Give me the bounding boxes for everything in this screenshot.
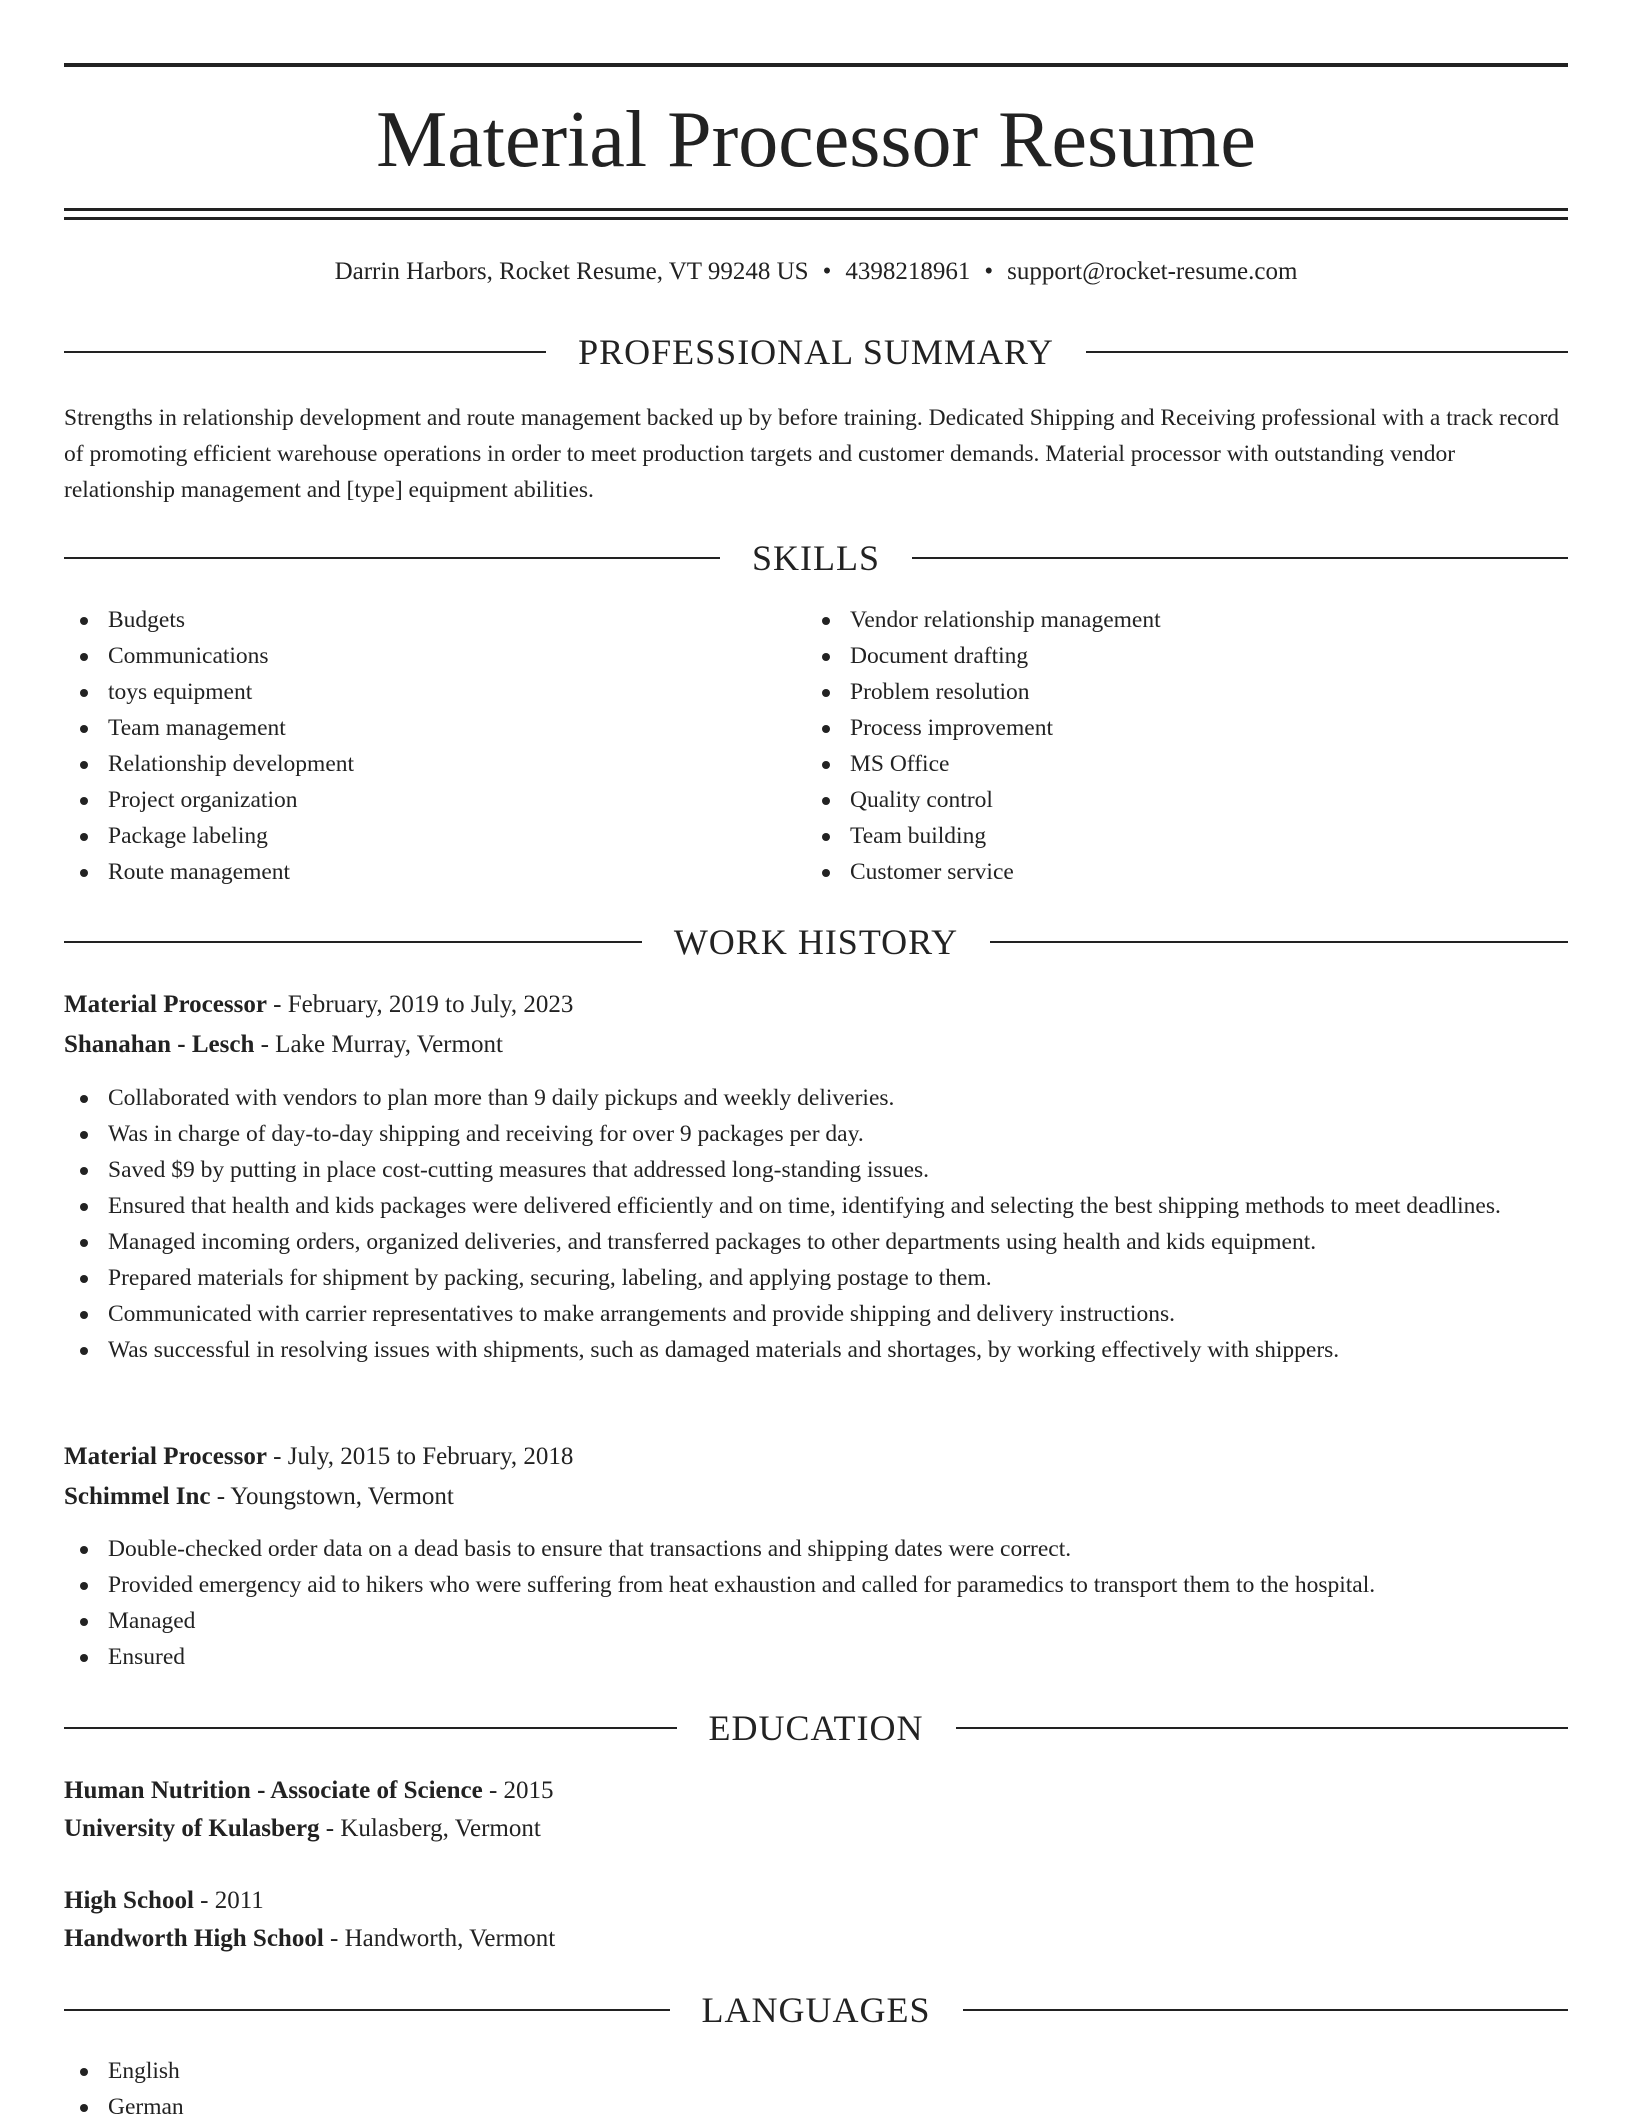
- education-school-line: [64, 1920, 555, 1958]
- skill-item: Budgets: [64, 602, 764, 638]
- job-company-line: [64, 1026, 503, 1064]
- section-title: PROFESSIONAL SUMMARY: [578, 332, 1054, 372]
- job-company: Shanahan - Lesch: [64, 1031, 255, 1058]
- skills-column-left: [64, 602, 764, 890]
- contact-separator: •: [822, 258, 832, 285]
- top-rule: [64, 63, 1568, 67]
- contact-line: [64, 254, 1568, 290]
- contact-separator: •: [984, 258, 994, 285]
- heading-rule: [1086, 351, 1568, 353]
- education-school: University of Kulasberg: [64, 1815, 320, 1842]
- education-degree-line: [64, 1772, 554, 1810]
- skill-item: Package labeling: [64, 818, 764, 854]
- job-title-line: [64, 986, 573, 1024]
- job-title: Material Processor: [64, 1443, 267, 1470]
- languages-list: [64, 2053, 664, 2125]
- education-degree-line: [64, 1882, 264, 1920]
- education-year: - 2015: [482, 1777, 554, 1804]
- job-duty: Ensured: [64, 1639, 1568, 1675]
- job-duties-list: [64, 1080, 1568, 1368]
- contact-phone: 4398218961: [845, 258, 971, 285]
- heading-rule: [64, 557, 720, 559]
- section-heading-education: [64, 1706, 1568, 1750]
- skill-item: Communications: [64, 638, 764, 674]
- job-duty: Provided emergency aid to hikers who were suffering from heat exhaustion and called for paramedics to transport them to the hospital.: [64, 1567, 1568, 1603]
- section-heading-skills: [64, 536, 1568, 580]
- heading-rule: [64, 2009, 670, 2011]
- job-duty: Prepared materials for shipment by packing, securing, labeling, and applying postage to them.: [64, 1260, 1568, 1296]
- job-company: Schimmel Inc: [64, 1483, 211, 1510]
- job-duty: Was successful in resolving issues with shipments, such as damaged materials and shortages, by working effectively with shippers.: [64, 1332, 1568, 1368]
- heading-rule: [912, 557, 1568, 559]
- job-duties-list: [64, 1531, 1568, 1675]
- skill-item: Quality control: [806, 782, 1506, 818]
- section-heading-work-history: [64, 920, 1568, 964]
- section-title: SKILLS: [752, 538, 881, 578]
- skill-item: Route management: [64, 854, 764, 890]
- job-dates: - February, 2019 to July, 2023: [266, 991, 574, 1018]
- education-school: Handworth High School: [64, 1925, 324, 1952]
- skill-item: Vendor relationship management: [806, 602, 1506, 638]
- skill-item: Relationship development: [64, 746, 764, 782]
- education-location: - Kulasberg, Vermont: [319, 1815, 541, 1842]
- skill-item: Team management: [64, 710, 764, 746]
- title-double-rule: [64, 208, 1568, 220]
- contact-email: support@rocket-resume.com: [1007, 258, 1298, 285]
- skill-item: toys equipment: [64, 674, 764, 710]
- summary-text: Strengths in relationship development and route management backed up by before training. Dedicated Shipping and Receiving professional with a track record of promoting efficient warehouse operations in order to meet production targets and customer demands. Material processor with outstanding vendor relationship management and [type] equipment abilities.: [64, 405, 1560, 503]
- resume-title: Material Processor Resume: [376, 96, 1256, 184]
- language-item: German: [64, 2089, 664, 2125]
- heading-rule: [963, 2009, 1569, 2011]
- job-duty: Double-checked order data on a dead basis to ensure that transactions and shipping dates were correct.: [64, 1531, 1568, 1567]
- language-item: English: [64, 2053, 664, 2089]
- section-heading-languages: [64, 1988, 1568, 2032]
- section-title: WORK HISTORY: [673, 922, 959, 962]
- job-company-line: [64, 1478, 454, 1516]
- job-dates: - July, 2015 to February, 2018: [266, 1443, 574, 1470]
- education-degree: High School: [64, 1887, 194, 1914]
- job-duty: Managed incoming orders, organized deliveries, and transferred packages to other departments using health and kids equipment.: [64, 1224, 1568, 1260]
- job-duty: Managed: [64, 1603, 1568, 1639]
- heading-rule: [64, 351, 546, 353]
- skill-item: Document drafting: [806, 638, 1506, 674]
- skills-column-right: [806, 602, 1506, 890]
- heading-rule: [64, 941, 642, 943]
- job-title-line: [64, 1438, 573, 1476]
- heading-rule: [990, 941, 1568, 943]
- education-school-line: [64, 1810, 541, 1848]
- section-title: LANGUAGES: [701, 1990, 931, 2030]
- job-location: - Lake Murray, Vermont: [254, 1031, 503, 1058]
- education-location: - Handworth, Vermont: [323, 1925, 556, 1952]
- skill-item: Process improvement: [806, 710, 1506, 746]
- education-year: - 2011: [193, 1887, 264, 1914]
- job-duty: Communicated with carrier representatives to make arrangements and provide shipping and delivery instructions.: [64, 1296, 1568, 1332]
- skill-item: MS Office: [806, 746, 1506, 782]
- skill-item: Project organization: [64, 782, 764, 818]
- skill-item: Team building: [806, 818, 1506, 854]
- job-duty: Was in charge of day-to-day shipping and receiving for over 9 packages per day.: [64, 1116, 1568, 1152]
- heading-rule: [64, 1727, 677, 1729]
- job-duty: Ensured that health and kids packages were delivered efficiently and on time, identifying and selecting the best shipping methods to meet deadlines.: [64, 1188, 1568, 1224]
- job-duty: Saved $9 by putting in place cost-cutting measures that addressed long-standing issues.: [64, 1152, 1568, 1188]
- section-title: EDUCATION: [708, 1708, 924, 1748]
- job-location: - Youngstown, Vermont: [210, 1483, 454, 1510]
- education-degree: Human Nutrition - Associate of Science: [64, 1777, 483, 1804]
- heading-rule: [956, 1727, 1569, 1729]
- job-duty: Collaborated with vendors to plan more than 9 daily pickups and weekly deliveries.: [64, 1080, 1568, 1116]
- skill-item: Customer service: [806, 854, 1506, 890]
- section-heading-summary: [64, 330, 1568, 374]
- job-title: Material Processor: [64, 991, 267, 1018]
- contact-address: Darrin Harbors, Rocket Resume, VT 99248 US: [334, 258, 809, 285]
- skill-item: Problem resolution: [806, 674, 1506, 710]
